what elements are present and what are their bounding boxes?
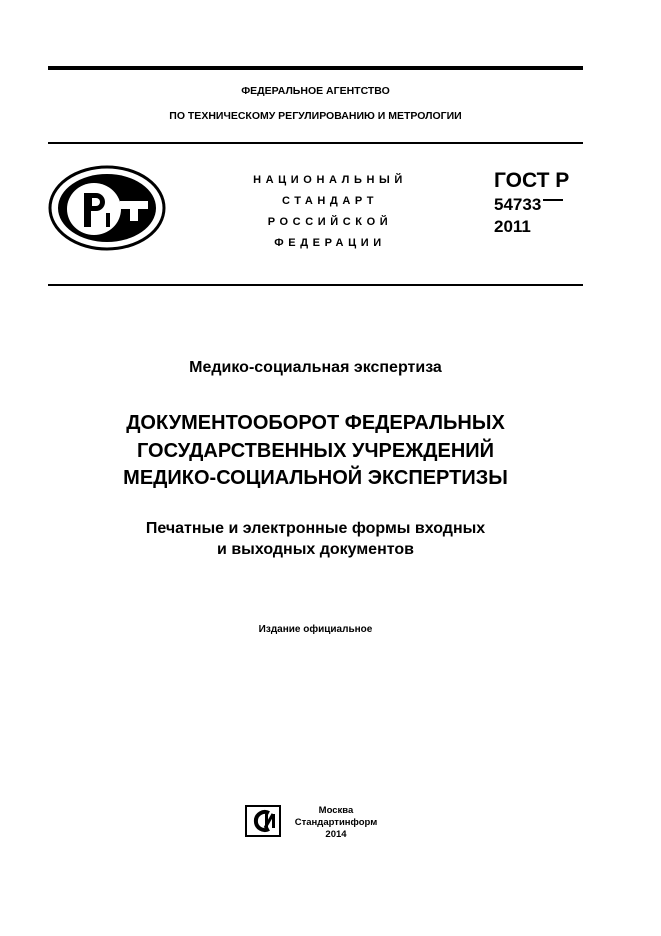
gost-number-line bbox=[494, 194, 569, 216]
subtitle-line-2: и выходных документов bbox=[217, 541, 414, 558]
gost-prefix: ГОСТ Р bbox=[494, 169, 570, 192]
edition-label: Издание официальное bbox=[258, 624, 373, 635]
bottom-rule bbox=[48, 284, 583, 286]
gost-dash bbox=[543, 199, 563, 201]
document-title bbox=[48, 410, 583, 493]
title-line-2: ГОСУДАРСТВЕННЫХ УЧРЕЖДЕНИЙ bbox=[136, 439, 495, 462]
agency-line-1: ФЕДЕРАЛЬНОЕ АГЕНТСТВО bbox=[241, 85, 390, 97]
national-line-3: РОССИЙСКОЙ bbox=[267, 216, 393, 228]
national-line-2: СТАНДАРТ bbox=[281, 195, 379, 207]
publisher-year: 2014 bbox=[325, 829, 347, 840]
publisher-name: Стандартинформ bbox=[294, 817, 378, 828]
gost-number: 54733 bbox=[494, 195, 542, 214]
gost-r-certification-logo-icon bbox=[48, 165, 166, 251]
standartinform-logo-icon bbox=[245, 805, 281, 837]
national-line-4: ФЕДЕРАЦИИ bbox=[274, 237, 386, 249]
title-line-1: ДОКУМЕНТООБОРОТ ФЕДЕРАЛЬНЫХ bbox=[126, 412, 505, 434]
gost-designation bbox=[494, 168, 569, 238]
middle-rule bbox=[48, 142, 583, 144]
publisher-city: Москва bbox=[318, 805, 354, 816]
national-standard-label bbox=[230, 170, 430, 254]
gost-year: 2011 bbox=[494, 217, 531, 236]
top-rule bbox=[48, 66, 583, 70]
subtitle-line-1: Печатные и электронные формы входных bbox=[145, 520, 486, 537]
agency-header bbox=[48, 79, 583, 129]
agency-line-2: ПО ТЕХНИЧЕСКОМУ РЕГУЛИРОВАНИЮ И МЕТРОЛОГИИ bbox=[169, 110, 462, 122]
document-subject: Медико-социальная экспертиза bbox=[189, 359, 442, 376]
publisher-info bbox=[290, 805, 382, 841]
title-line-3: МЕДИКО-СОЦИАЛЬНОЙ ЭКСПЕРТИЗЫ bbox=[123, 467, 508, 489]
national-line-1: НАЦИОНАЛЬНЫЙ bbox=[253, 174, 407, 186]
document-subtitle bbox=[48, 518, 583, 560]
